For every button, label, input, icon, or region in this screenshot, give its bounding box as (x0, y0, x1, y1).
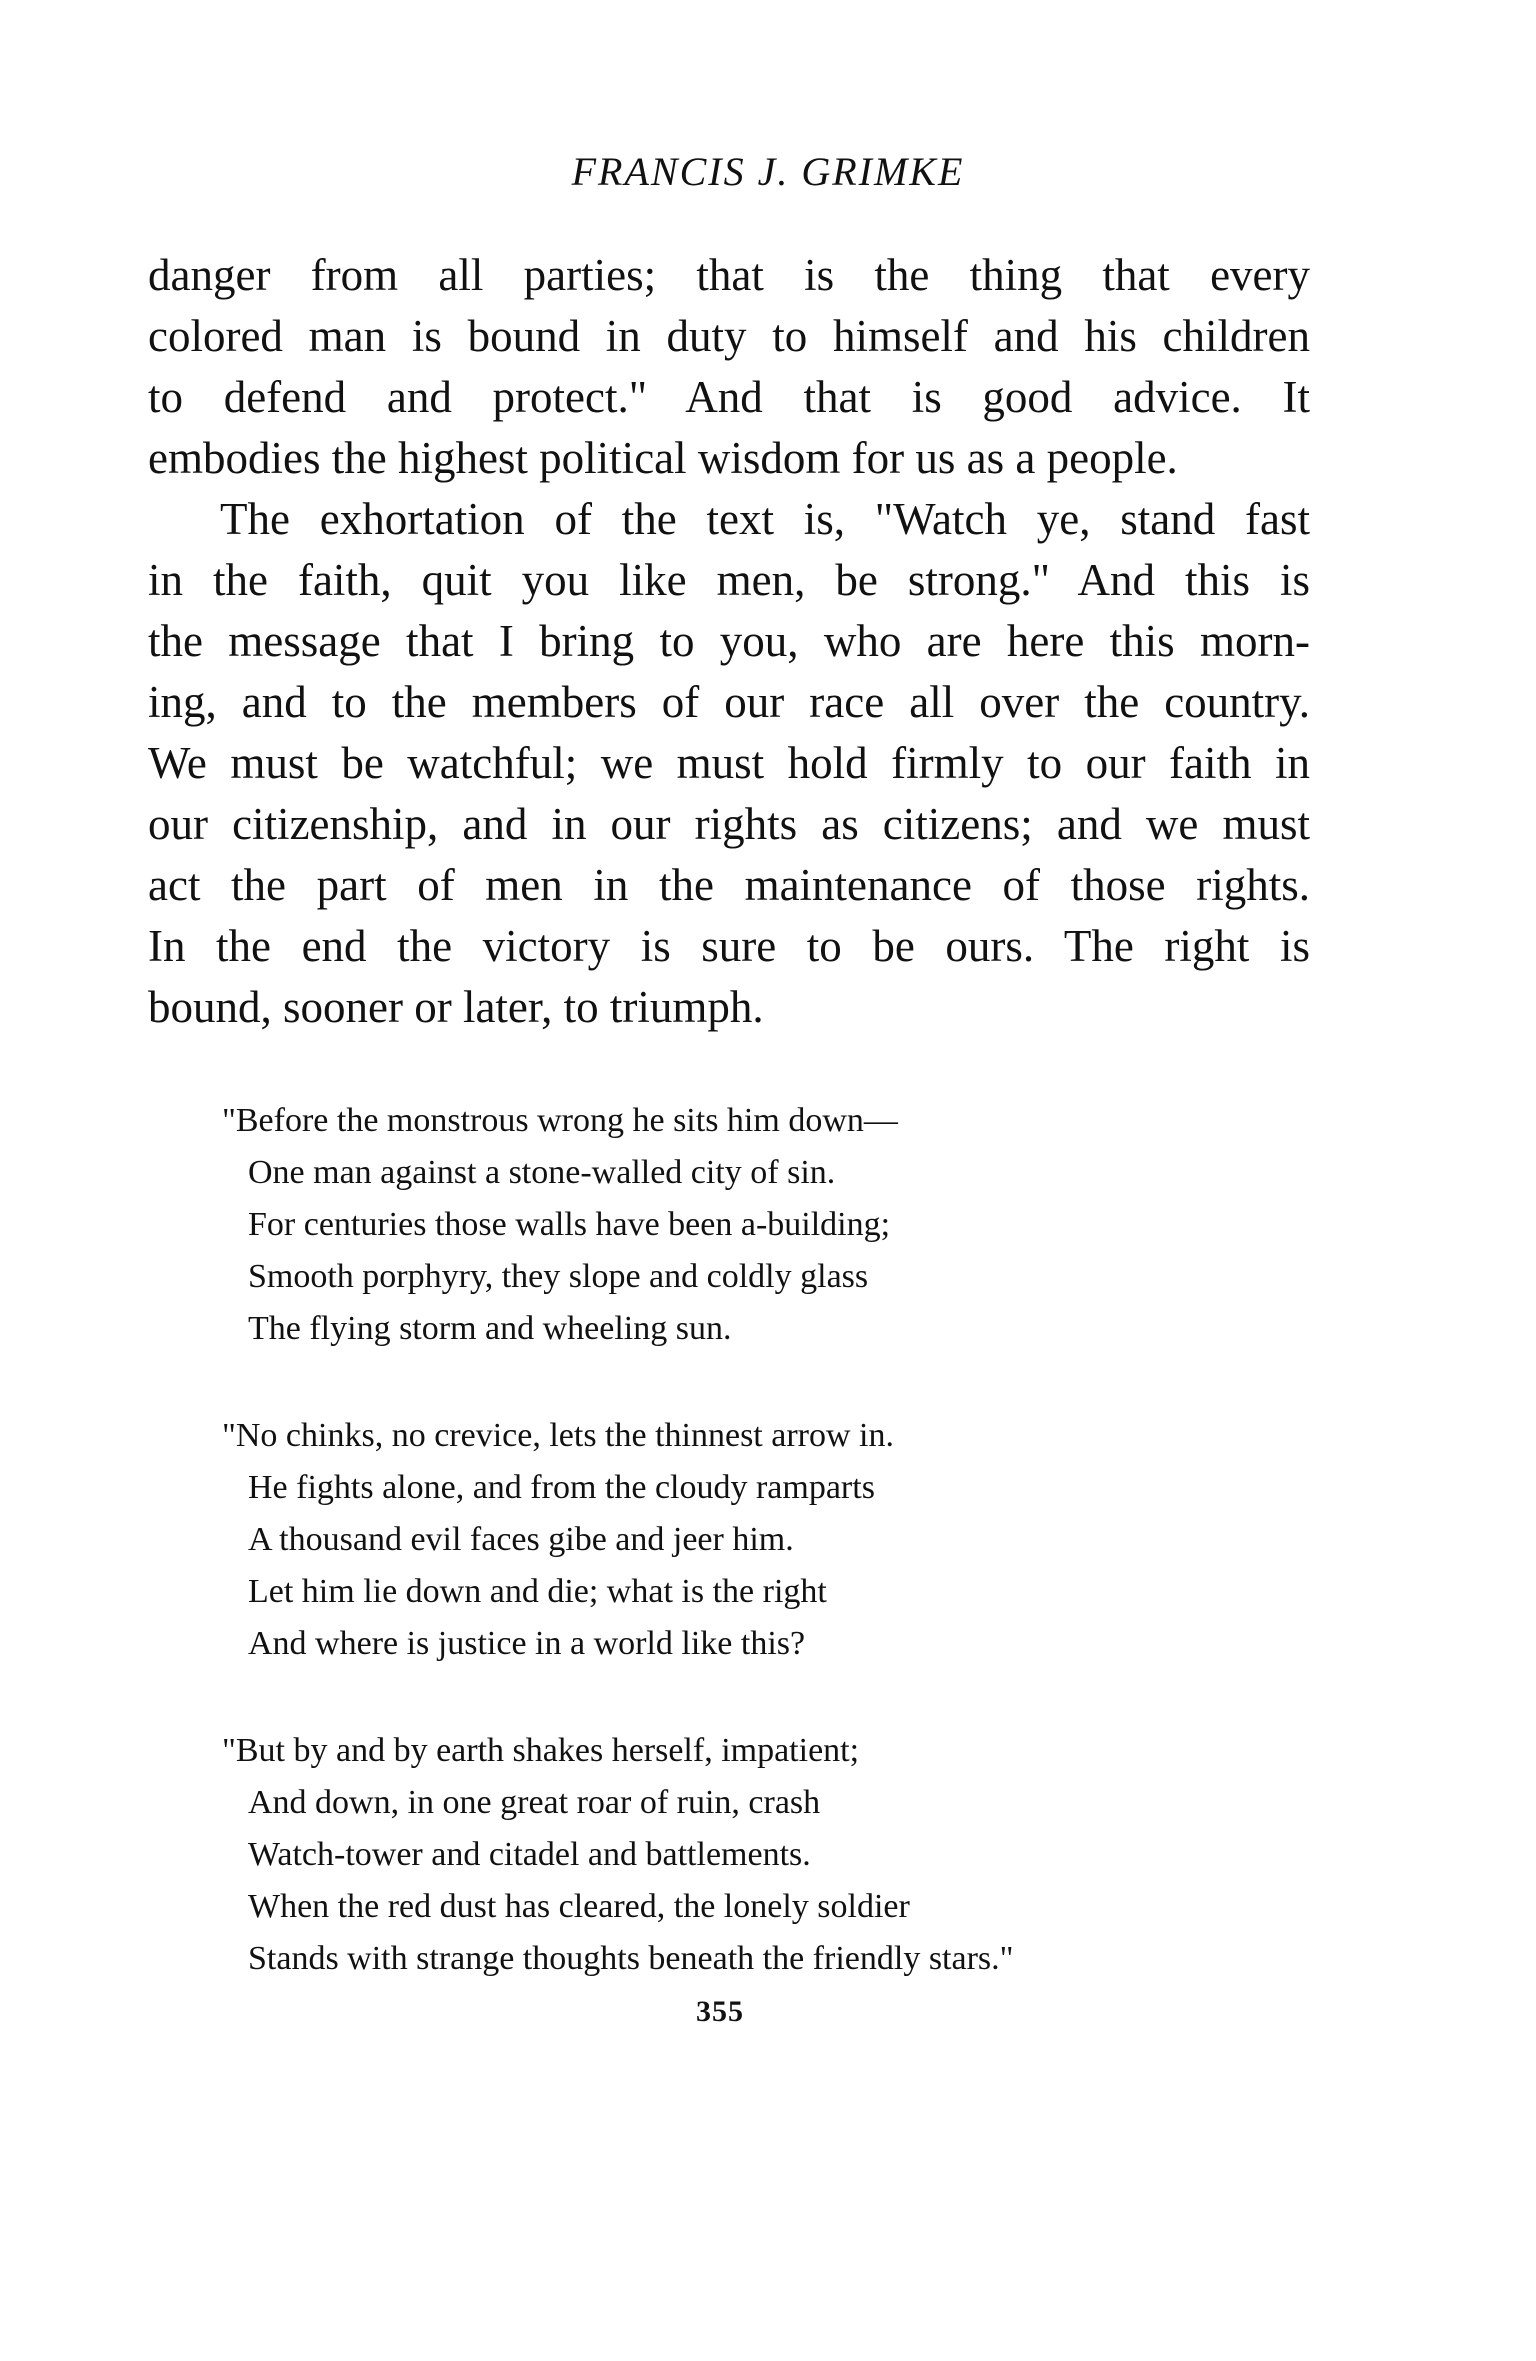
text-line: act the part of men in the maintenance of those rights. (148, 860, 1310, 910)
text-line: bound, sooner or later, to triumph. (148, 982, 764, 1032)
text-line: our citizenship, and in our rights as citizens; and we must (148, 799, 1310, 849)
verse-line: When the red dust has cleared, the lonely soldier (248, 1888, 910, 1925)
text-line: to defend and protect." And that is good advice. It (148, 372, 1310, 422)
paragraph (148, 489, 1310, 1038)
paragraph (148, 245, 1310, 489)
verse-line: "But by and by earth shakes herself, impatient; (222, 1732, 860, 1769)
page-number: 355 (696, 1995, 744, 2028)
verse-line: And where is justice in a world like this? (248, 1625, 806, 1662)
poem-stanza (222, 1725, 1322, 1985)
body-text (148, 245, 1310, 1038)
verse-line: For centuries those walls have been a-building; (248, 1206, 891, 1243)
poem-stanza (222, 1410, 1322, 1670)
poem-stanza (222, 1095, 1322, 1355)
running-head: FRANCIS J. GRIMKE (571, 149, 965, 194)
text-line: ing, and to the members of our race all over the country. (148, 677, 1310, 727)
verse-line: And down, in one great roar of ruin, crash (248, 1784, 821, 1821)
verse-line: Stands with strange thoughts beneath the friendly stars." (248, 1940, 1014, 1977)
text-line: We must be watchful; we must hold firmly to our faith in (148, 738, 1310, 788)
verse-line: Watch-tower and citadel and battlements. (248, 1836, 811, 1873)
text-line: In the end the victory is sure to be ours. The right is (148, 921, 1310, 971)
text-line: in the faith, quit you like men, be strong." And this is (148, 555, 1310, 605)
verse-line: Smooth porphyry, they slope and coldly glass (248, 1258, 869, 1295)
text-line: colored man is bound in duty to himself and his children (148, 311, 1310, 361)
verse-line: The flying storm and wheeling sun. (248, 1310, 732, 1347)
text-line: embodies the highest political wisdom for us as a people. (148, 433, 1178, 483)
text-line: The exhortation of the text is, "Watch ye, stand fast (220, 494, 1310, 544)
verse-line: A thousand evil faces gibe and jeer him. (248, 1521, 794, 1558)
verse-line: One man against a stone-walled city of sin. (248, 1154, 836, 1191)
verse-line: He fights alone, and from the cloudy ramparts (248, 1469, 875, 1506)
text-line: danger from all parties; that is the thing that every (148, 250, 1310, 300)
verse-line: Let him lie down and die; what is the right (248, 1573, 827, 1610)
text-line: the message that I bring to you, who are here this morn- (148, 616, 1310, 666)
verse-line: "Before the monstrous wrong he sits him down— (222, 1102, 898, 1139)
verse-line: "No chinks, no crevice, lets the thinnest arrow in. (222, 1417, 894, 1454)
